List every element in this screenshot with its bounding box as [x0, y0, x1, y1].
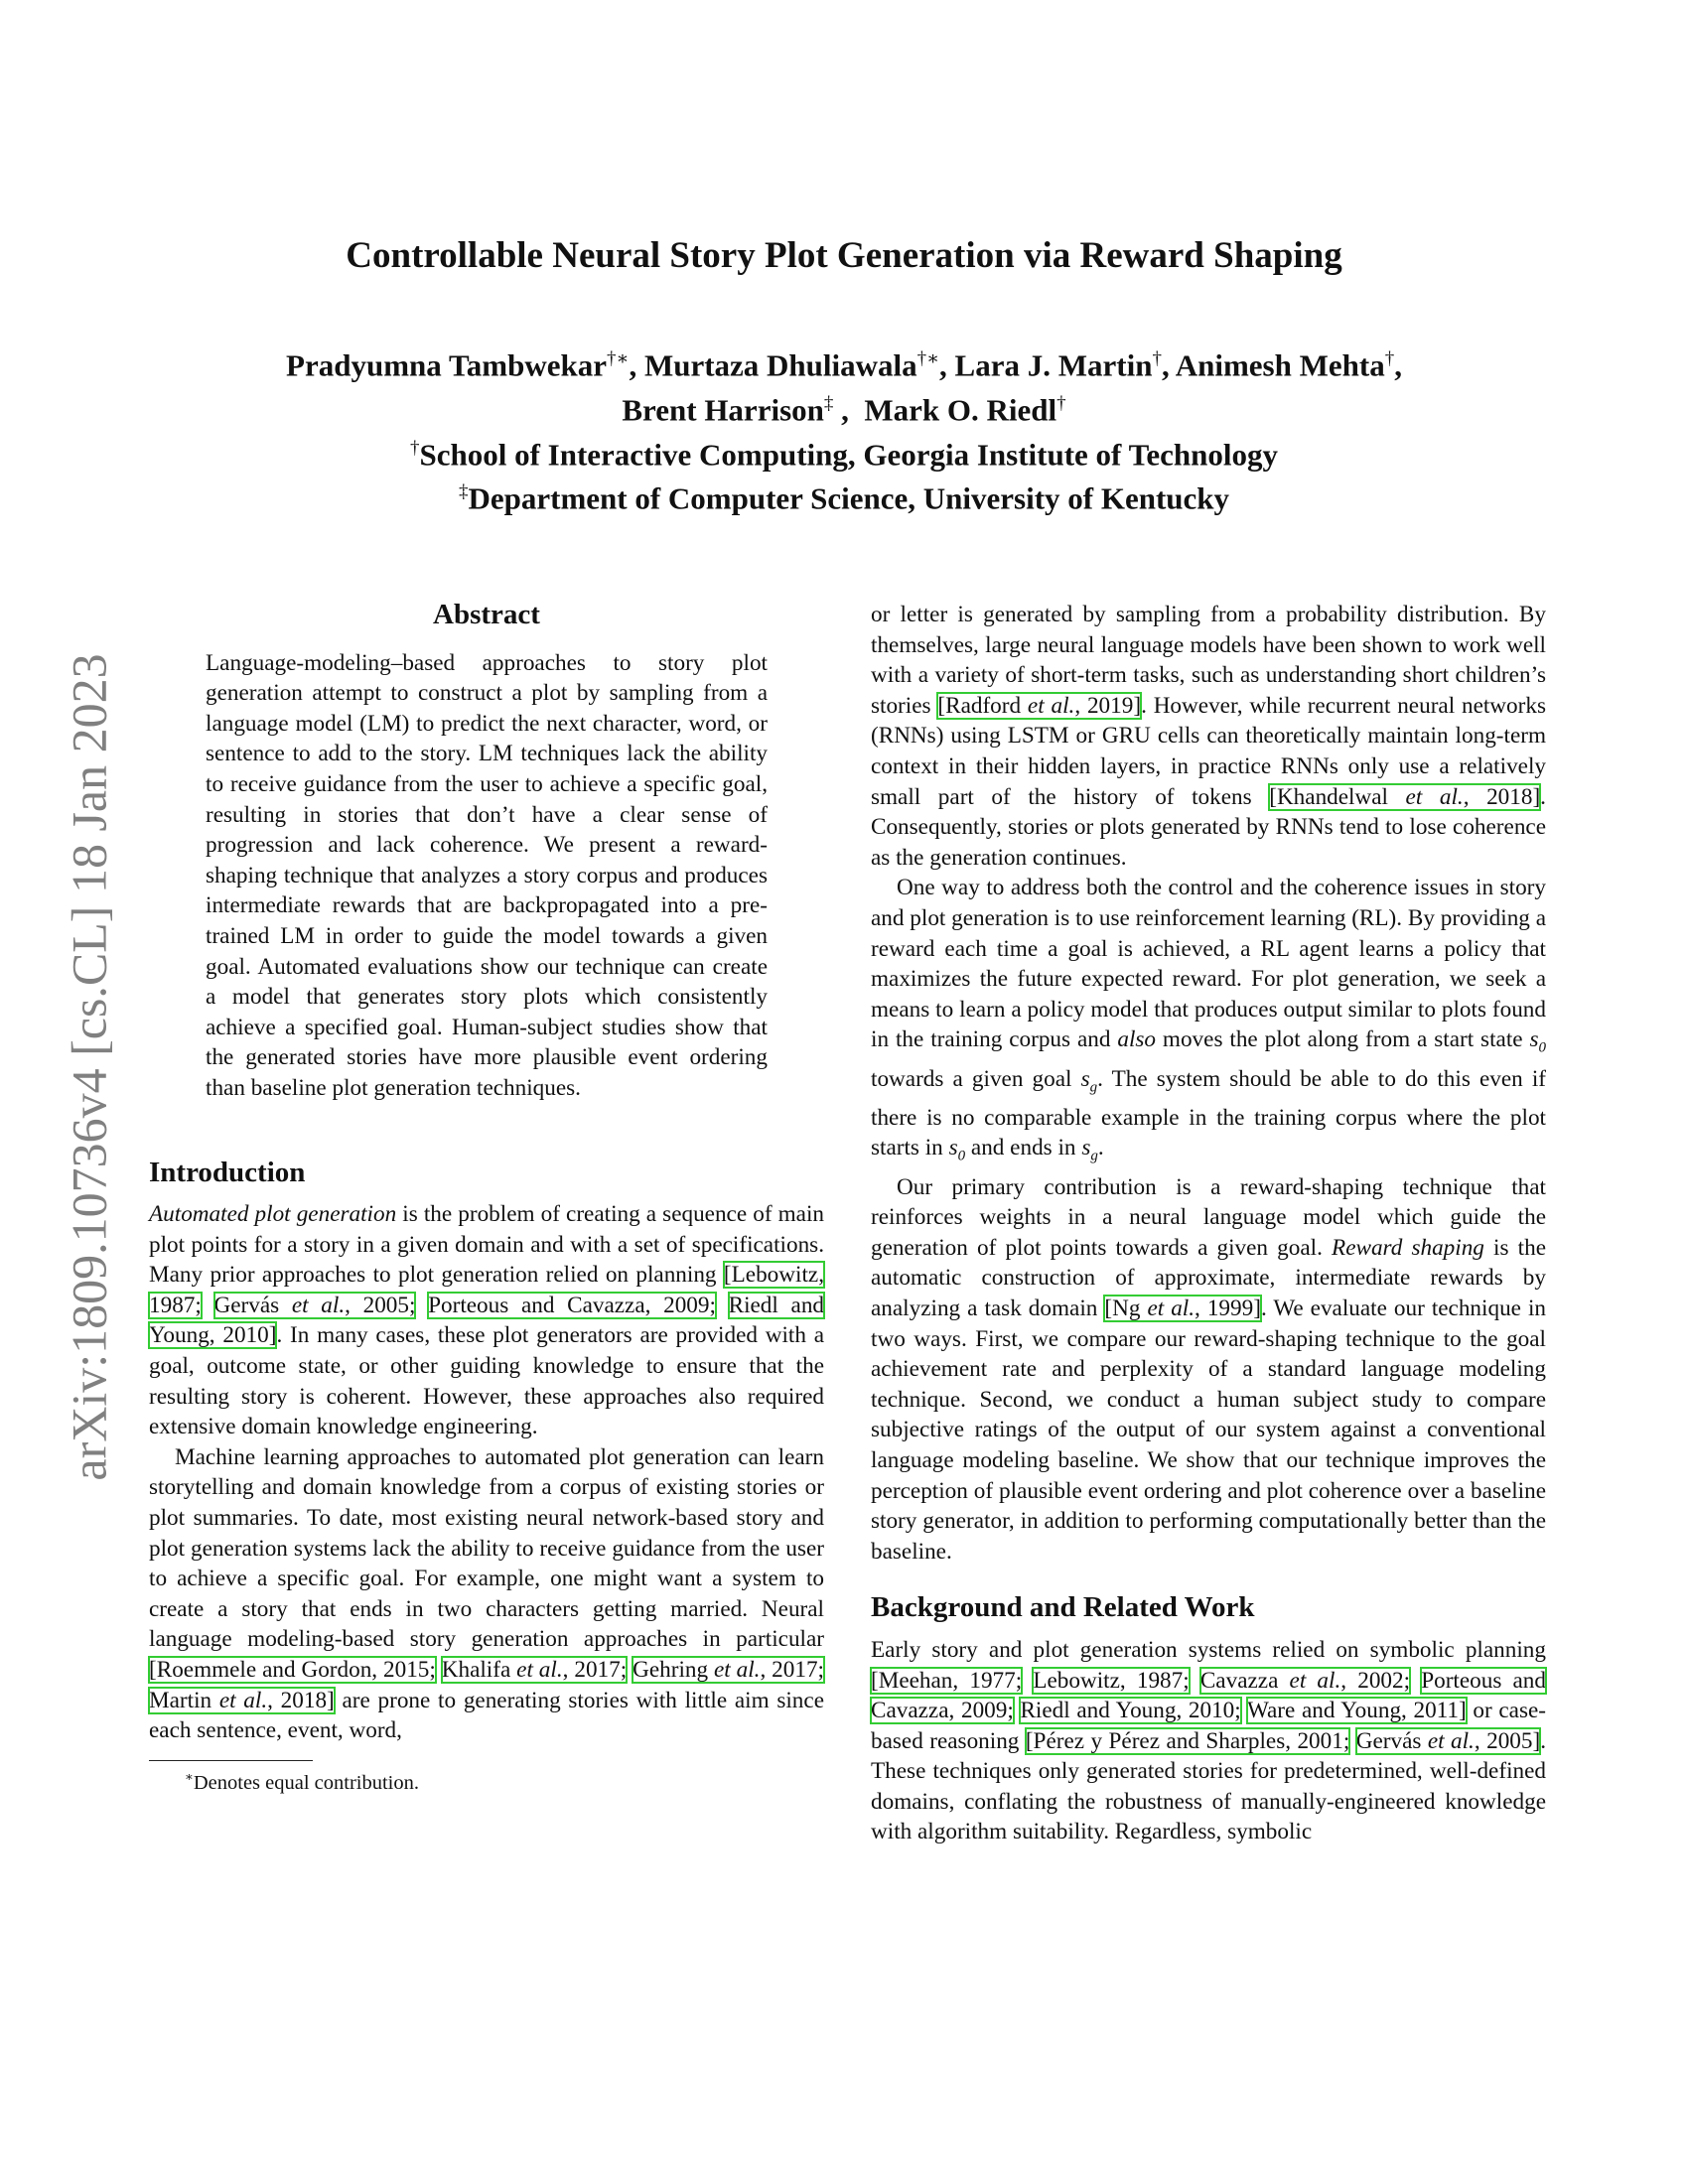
author-name: Murtaza Dhuliawala — [643, 347, 917, 383]
citation-link[interactable]: [Ng et al., 1999] — [1104, 1295, 1261, 1321]
right-paragraph-1: or letter is generated by sampling from a probability distribution. By themselves, large neural language models have been shown to work well with a variety of short-term tasks, such as understanding short children’s stories [Radford et al., 2019]. However, while recurrent neural networks (RNNs) using LSTM or GRU cells can theoretically maintain long-term context in their hidden layers, in practice RNNs only use a relatively small part of the history of tokens [Khandelwal et al., 2018]. Consequently, stories or plots generated by RNNs tend to lose coherence as the generation continues. — [871, 602, 1546, 871]
citation-link[interactable]: Gehring et al., 2017; — [633, 1657, 824, 1683]
background-paragraph-1: Early story and plot generation systems relied on symbolic planning [Meehan, 1977; Lebowitz, 1987; Cavazza et al., 2002; Porteous and Cavazza, 2009; Riedl and Young, 2010; Ware and Young, 2011] or case-based reasoning [Pérez y Pérez and Sharples, 2001; Gervás et al., 2005]. These techniques only generated stories for predetermined, well-defined domains, conflating the robustness of manually-engineered knowledge with algorithm suitability. Regardless, symbolic — [871, 1636, 1546, 1845]
math-start-state: $s_0$ — [1529, 1026, 1546, 1056]
right-paragraph-2: One way to address both the control and the coherence issues in story and plot generation is to use reinforcement learning (RL). By providing a reward each time a goal is achieved, a RL agent learns a policy that maximizes the future expected reward. For plot generation, we seek a means to learn a policy model that produces output similar to plots found in the training corpus and also moves the plot along from a start state $s_0$ towards a given goal $s_g$. The system should be able to do this even if there is no comparable example in the training corpus where the plot starts in $s_0$ and ends in $s_g$. — [871, 875, 1546, 1165]
citation-link[interactable]: Gervás et al., 2005; — [213, 1292, 416, 1318]
paper-title: Controllable Neural Story Plot Generation via Reward Shaping — [346, 235, 1342, 276]
author-mark: † — [1384, 348, 1395, 369]
affiliation-1: †School of Interactive Computing, Georgia Institute of Technology — [409, 436, 1279, 472]
citation-link[interactable]: Khalifa et al., 2017; — [441, 1657, 628, 1683]
math-start-state: $s_0$ — [948, 1135, 966, 1165]
abstract-text: Language-modeling–based approaches to story plot generation attempt to construct a plot by sampling from a language model (LM) to predict the next character, word, or sentence to add to the story. LM techniques lack the ability to receive guidance from the user to achieve a specific goal, resulting in stories that don’t have a clear sense of progression and lack coherence. We present a reward-shaping technique that analyzes a story corpus and produces intermediate rewards that are backpropagated into a pre-trained LM in order to guide the model towards a given goal. Automated evaluations show our technique can create a model that generates story plots which consistently achieve a specified goal. Human-subject studies show that the generated stories have more plausible event ordering than baseline plot generation techniques. — [206, 649, 768, 1101]
author-mark: †∗ — [916, 348, 940, 369]
affiliation-2: ‡Department of Computer Science, University of Kentucky — [458, 480, 1230, 516]
citation-link[interactable]: Lebowitz, 1987; — [1033, 1667, 1190, 1694]
author-name: Lara J. Martin — [954, 347, 1153, 383]
author-mark: ‡ — [823, 392, 834, 414]
introduction-paragraph-2: Machine learning approaches to automated plot generation can learn storytelling and domain knowledge from a corpus of existing stories or plot summaries. To date, most existing neural network-based story and plot generation systems lack the ability to receive guidance from the user to achieve a specific goal. For example, one might want a system to create a story that ends in two characters getting married. Neural language modeling-based story generation approaches in particular [Roemmele and Gordon, 2015; Khalifa et al., 2017; Gehring et al., 2017; Martin et al., 2018] are prone to generating stories with little aim since each sentence, event, word, — [149, 1443, 824, 1744]
citation-link[interactable]: Gervás et al., 2005] — [1355, 1727, 1541, 1754]
citation-link[interactable]: [Pérez y Pérez and Sharples, 2001; — [1025, 1727, 1350, 1754]
author-name: Animesh Mehta — [1175, 347, 1385, 383]
citation-link[interactable]: Ware and Young, 2011] — [1246, 1698, 1467, 1724]
footnote: ∗Denotes equal contribution. — [185, 1768, 419, 1794]
introduction-paragraph-1: Automated plot generation is the problem of creating a sequence of main plot points for a story in a given domain and with a set of specifications. Many prior approaches to plot generation relied on planning [Lebowitz, 1987; Gervás et al., 2005; Porteous and Cavazza, 2009; Riedl and Young, 2010]. In many cases, these plot generators are provided with a goal, outcome state, or other guiding knowledge to ensure that the resulting story is coherent. However, these approaches also required extensive domain knowledge engineering. — [149, 1201, 825, 1440]
author-mark: † — [1152, 348, 1162, 369]
background-heading: Background and Related Work — [871, 1591, 1255, 1624]
introduction-heading: Introduction — [149, 1156, 306, 1188]
footnote-divider — [149, 1760, 313, 1761]
author-line-2: Brent Harrison‡ , Mark O. Riedl† — [622, 392, 1066, 428]
citation-link[interactable]: Riedl and Young, 2010; — [1020, 1698, 1241, 1724]
citation-link[interactable]: Riedl and Young, 2010] — [149, 1292, 825, 1349]
abstract-body — [206, 648, 768, 1104]
math-goal-state: $s_g$ — [1081, 1135, 1098, 1165]
left-column — [149, 600, 824, 1797]
author-name: Pradyumna Tambwekar — [286, 347, 608, 383]
author-name: Brent Harrison — [622, 392, 824, 428]
citation-link[interactable]: Porteous and Cavazza, 2009; — [871, 1667, 1546, 1724]
citation-link[interactable]: [Radford et al., 2019] — [937, 692, 1142, 719]
arxiv-side-identifier — [50, 596, 129, 1539]
citation-link[interactable]: [Roemmele and Gordon, 2015; — [149, 1657, 436, 1683]
citation-link[interactable]: [Lebowitz, 1987; — [149, 1262, 824, 1318]
author-name: Mark O. Riedl — [864, 392, 1057, 428]
abstract-heading: Abstract — [433, 599, 540, 630]
author-line-1: Pradyumna Tambwekar†∗, Murtaza Dhuliawala†∗, Lara J. Martin†, Animesh Mehta†, — [286, 347, 1402, 383]
citation-link[interactable]: [Meehan, 1977; — [871, 1667, 1023, 1694]
citation-link[interactable]: Porteous and Cavazza, 2009; — [428, 1292, 716, 1318]
author-mark: †∗ — [607, 348, 630, 369]
right-paragraph-3: Our primary contribution is a reward-shaping technique that reinforces weights in a neural language model which guide the generation of plot points towards a given goal. Reward shaping is the automatic construction of approximate, intermediate rewards by analyzing a task domain [Ng et al., 1999]. We evaluate our technique in two ways. First, we compare our reward-shaping technique to the goal achievement rate and perplexity of a standard language modeling technique. Second, we conduct a human subject study to compare subjective ratings of the output of our system against a conventional language modeling baseline. We show that our technique improves the perception of plausible event ordering and plot coherence over a baseline story generator, in addition to performing computationally better than the baseline. — [871, 1173, 1546, 1565]
citation-link[interactable]: [Khandelwal et al., 2018] — [1269, 783, 1541, 810]
math-goal-state: $s_g$ — [1080, 1065, 1098, 1096]
right-column — [871, 600, 1546, 1847]
citation-link[interactable]: Cavazza et al., 2002; — [1199, 1667, 1411, 1694]
author-mark: † — [1056, 392, 1066, 414]
author-block — [0, 341, 1688, 518]
arxiv-id-text: arXiv:1809.10736v4 [cs.CL] 18 Jan 2023 — [62, 653, 118, 1481]
citation-link[interactable]: Martin et al., 2018] — [149, 1687, 335, 1713]
